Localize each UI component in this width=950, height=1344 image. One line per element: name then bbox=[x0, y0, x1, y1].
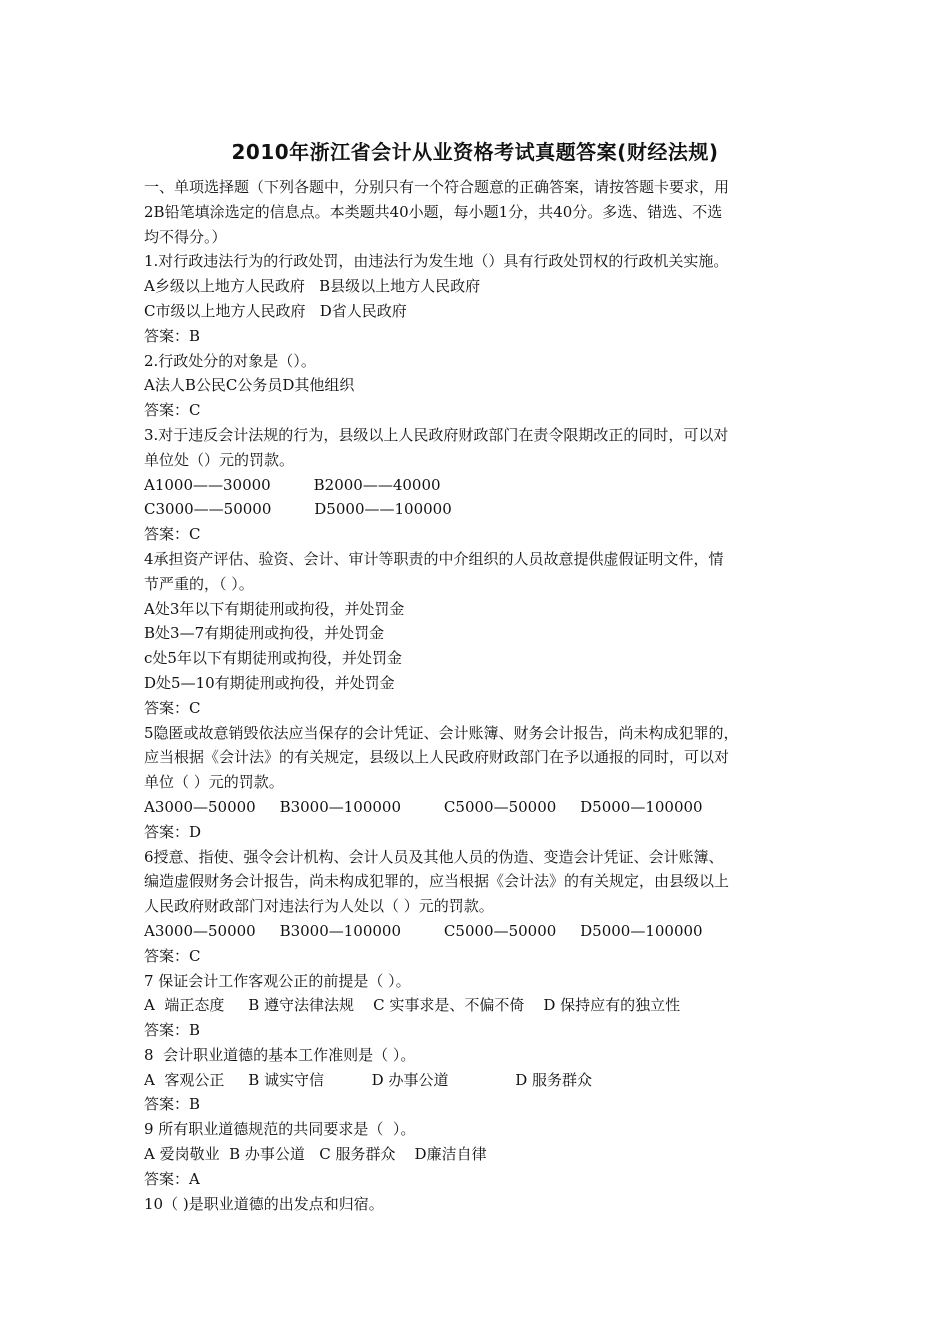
text-line: 9 所有职业道德规范的共同要求是（ ）。 bbox=[144, 1120, 416, 1139]
text-line: 答案：C bbox=[144, 946, 201, 965]
text-line: 人民政府财政部门对违法行为人处以（ ）元的罚款。 bbox=[144, 897, 494, 916]
text-line: c处5年以下有期徒刑或拘役，并处罚金 bbox=[144, 649, 402, 668]
text-line: 答案：C bbox=[144, 698, 201, 717]
text-line: 答案：B bbox=[144, 1095, 201, 1114]
text-line: 7 保证会计工作客观公正的前提是（ ）。 bbox=[144, 971, 411, 990]
text-line: A 客观公正 B 诚实守信 D 办事公道 D 服务群众 bbox=[144, 1070, 593, 1089]
text-line: 答案：D bbox=[144, 822, 202, 841]
document-title: 2010年浙江省会计从业资格考试真题答案(财经法规) bbox=[231, 140, 719, 164]
text-line: A乡级以上地方人民政府 B县级以上地方人民政府 bbox=[144, 277, 481, 296]
text-line: 答案：C bbox=[144, 525, 201, 544]
text-line: 编造虚假财务会计报告，尚未构成犯罪的，应当根据《会计法》的有关规定，由县级以上 bbox=[144, 872, 730, 891]
text-line: 4承担资产评估、验资、会计、审计等职责的中介组织的人员故意提供虚假证明文件，情 bbox=[144, 549, 724, 568]
text-line: 2.行政处分的对象是（）。 bbox=[144, 351, 316, 370]
document-body bbox=[144, 175, 824, 1216]
text-line: 一、单项选择题（下列各题中，分别只有一个符合题意的正确答案，请按答题卡要求，用 bbox=[144, 178, 730, 196]
text-line: A 端正态度 B 遵守法律法规 C 实事求是、不偏不倚 D 保持应有的独立性 bbox=[144, 996, 681, 1015]
text-line: 6授意、指使、强令会计机构、会计人员及其他人员的伪造、变造会计凭证、会计账簿、 bbox=[144, 847, 724, 866]
text-line: D处5—10有期徒刑或拘役，并处罚金 bbox=[144, 673, 395, 692]
text-line: 均不得分。） bbox=[144, 227, 227, 246]
text-line: C3000——50000 D5000——100000 bbox=[144, 500, 452, 519]
text-line: 答案：A bbox=[144, 1169, 200, 1188]
text-line: 3.对于违反会计法规的行为，县级以上人民政府财政部门在责令限期改正的同时，可以对 bbox=[144, 425, 729, 444]
text-line: 节严重的，（ ）。 bbox=[144, 574, 254, 593]
text-line: 5隐匿或故意销毁依法应当保存的会计凭证、会计账簿、财务会计报告，尚未构成犯罪的， bbox=[144, 723, 739, 742]
text-line: 2B铅笔填涂选定的信息点。本类题共40小题，每小题1分，共40分。多选、错选、不选 bbox=[144, 202, 723, 221]
text-line: 应当根据《会计法》的有关规定，县级以上人民政府财政部门在予以通报的同时，可以对 bbox=[144, 748, 730, 767]
text-line: A处3年以下有期徒刑或拘役，并处罚金 bbox=[144, 599, 405, 618]
text-line: 单位（ ）元的罚款。 bbox=[144, 773, 284, 792]
text-line: 1.对行政违法行为的行政处罚，由违法行为发生地（）具有行政处罚权的行政机关实施。 bbox=[144, 252, 729, 271]
text-line: A3000—50000 B3000—100000 C5000—50000 D5000—100000 bbox=[144, 921, 703, 940]
text-line: 答案：C bbox=[144, 401, 201, 420]
text-line: 单位处（）元的罚款。 bbox=[144, 450, 295, 469]
text-line: 8 会计职业道德的基本工作准则是（ ）。 bbox=[144, 1045, 416, 1064]
text-line: 答案：B bbox=[144, 326, 201, 345]
text-line: 10（ )是职业道德的出发点和归宿。 bbox=[144, 1194, 384, 1213]
text-line: B处3—7有期徒刑或拘役，并处罚金 bbox=[144, 624, 385, 643]
text-line: C市级以上地方人民政府 D省人民政府 bbox=[144, 301, 407, 320]
text-line: A1000——30000 B2000——40000 bbox=[144, 475, 441, 494]
text-line: A3000—50000 B3000—100000 C5000—50000 D5000—100000 bbox=[144, 797, 703, 816]
text-line: A法人B公民C公务员D其他组织 bbox=[144, 376, 355, 395]
text-line: A 爱岗敬业 B 办事公道 C 服务群众 D廉洁自律 bbox=[144, 1145, 487, 1164]
text-line: 答案：B bbox=[144, 1021, 201, 1040]
